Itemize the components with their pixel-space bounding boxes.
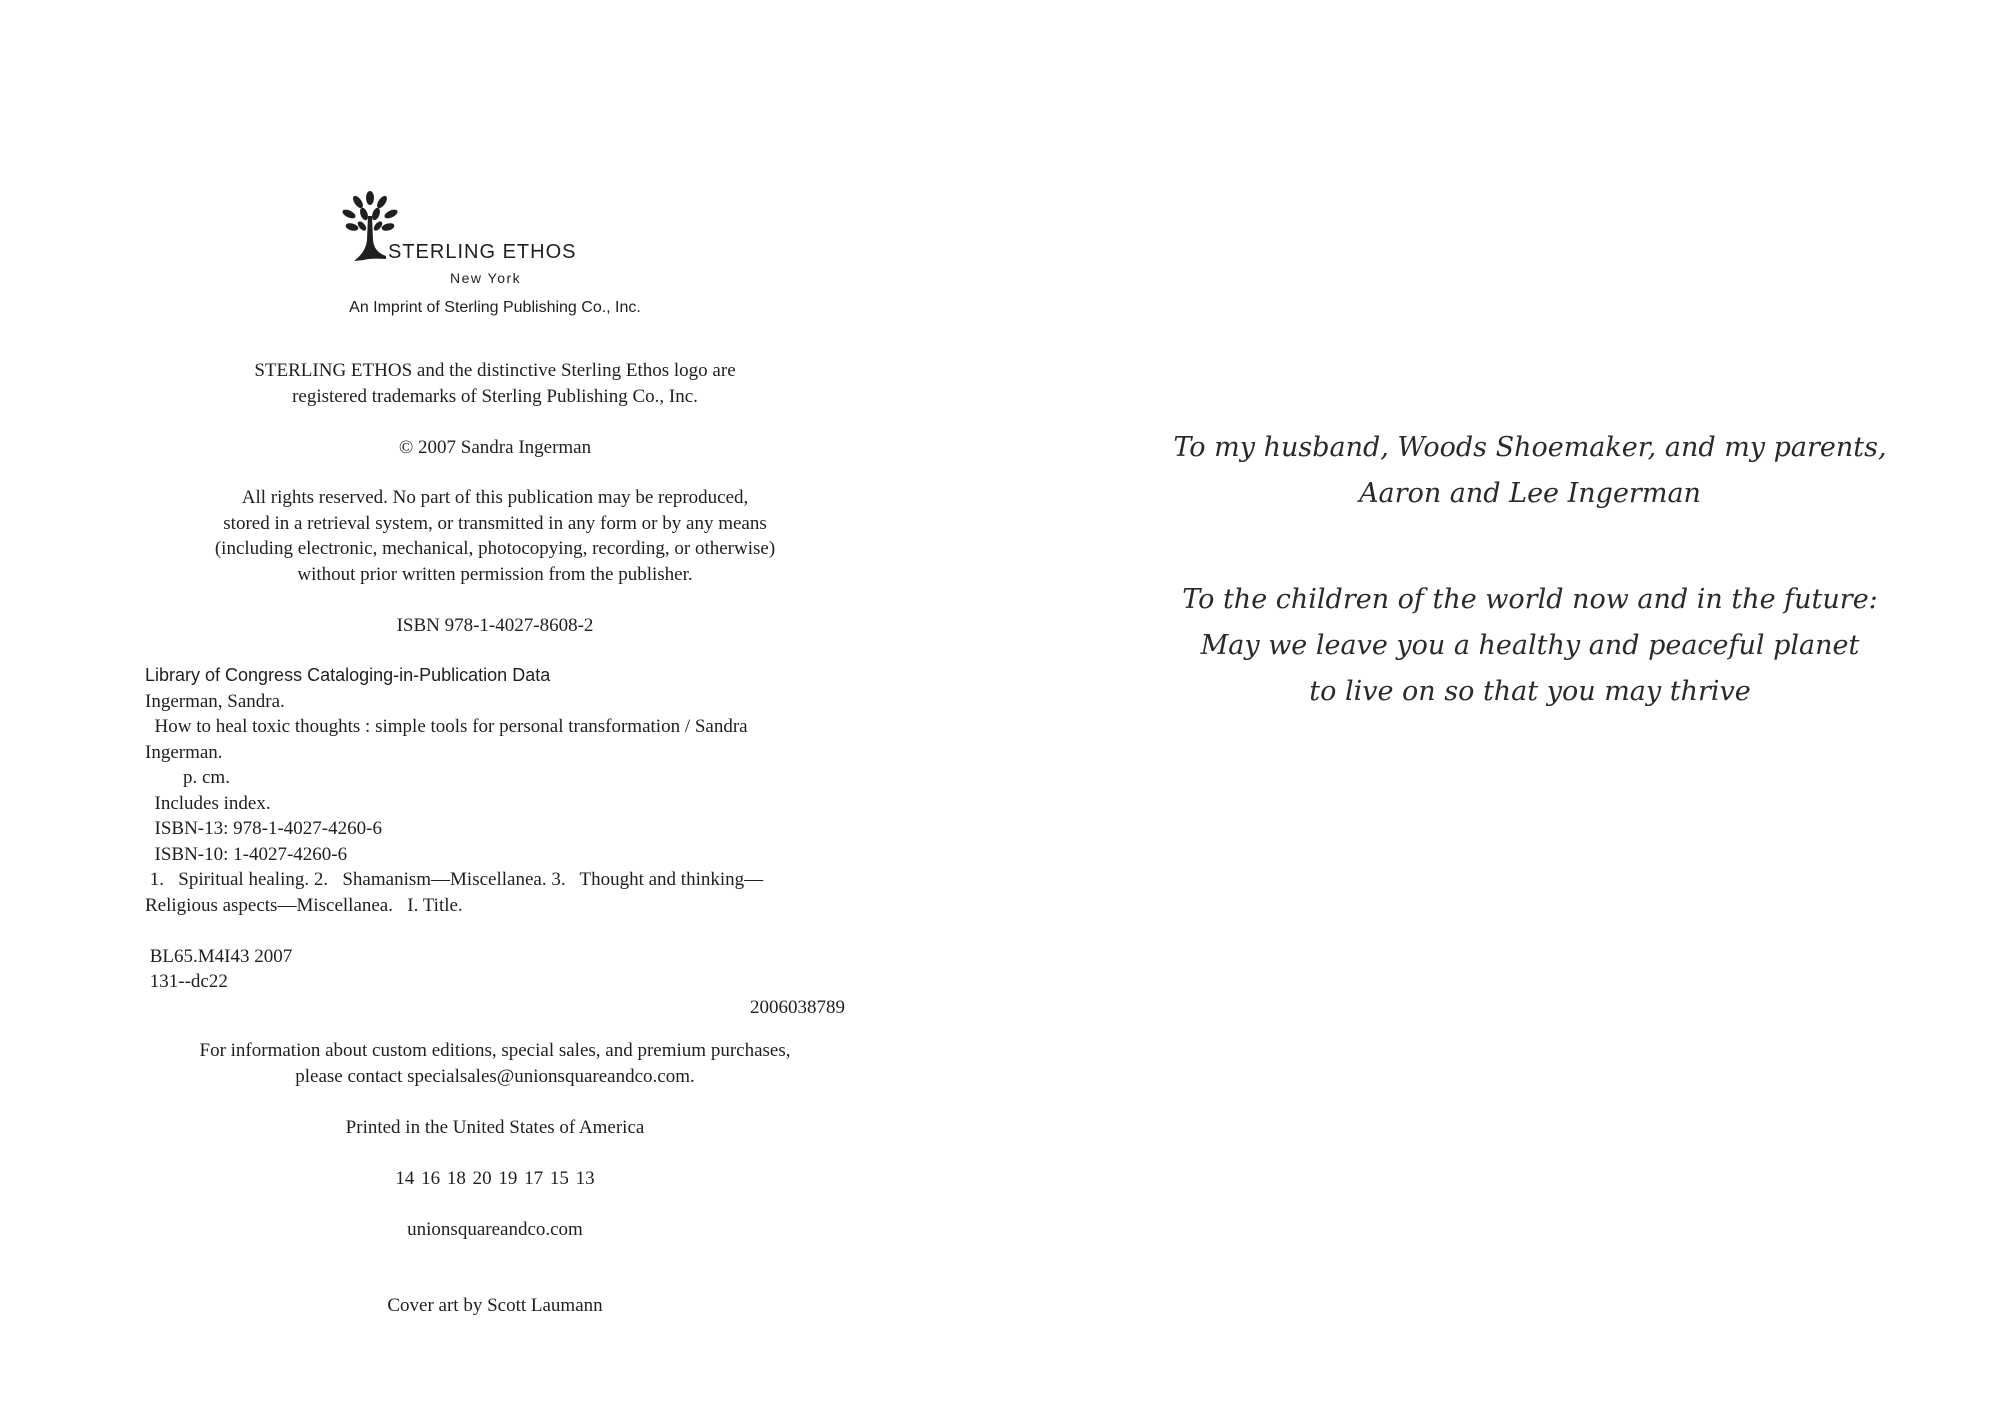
dedication-spacer: [1130, 517, 1930, 577]
trademark-notice: [145, 358, 845, 409]
dedication-line: May we leave you a healthy and peaceful planet: [1200, 630, 1860, 661]
cip-data-block: [145, 663, 845, 1020]
sales-line: For information about custom editions, special sales, and premium purchases,: [199, 1040, 791, 1061]
isbn-line: ISBN 978-1-4027-8608-2: [396, 615, 594, 636]
dedication-page: [1130, 425, 1930, 715]
cip-blank-line: [145, 918, 845, 944]
cip-line: Ingerman.: [145, 741, 223, 763]
copyright-line: © 2007 Sandra Ingerman: [398, 437, 592, 458]
rights-notice: [145, 485, 845, 587]
trademark-line: STERLING ETHOS and the distinctive Sterling Ethos logo are: [254, 360, 736, 381]
cip-line: Ingerman, Sandra.: [145, 690, 285, 712]
cip-line: ISBN-13: 978-1-4027-4260-6: [145, 818, 382, 839]
imprint-line: An Imprint of Sterling Publishing Co., Inc.: [349, 299, 641, 316]
lccn-number: 2006038789: [750, 996, 845, 1018]
dedication-line: To my husband, Woods Shoemaker, and my parents,: [1173, 432, 1887, 463]
sales-notice: [145, 1038, 845, 1089]
cip-line: p. cm.: [145, 767, 230, 788]
cip-line: Includes index.: [145, 792, 271, 814]
rights-line: stored in a retrieval system, or transmitted in any form or by any means: [223, 512, 767, 534]
trademark-line: registered trademarks of Sterling Publishing Co., Inc.: [292, 385, 698, 407]
cip-line: Religious aspects—Miscellanea. I. Title.: [145, 894, 463, 916]
cip-line: 1. Spiritual healing. 2. Shamanism—Miscellanea. 3. Thought and thinking—: [145, 869, 764, 890]
cip-line: 131--dc22: [145, 971, 228, 992]
rights-line: (including electronic, mechanical, photocopying, recording, or otherwise): [214, 538, 776, 559]
rights-line: without prior written permission from the publisher.: [297, 563, 693, 585]
print-number-line: 14 16 18 20 19 17 15 13: [395, 1168, 595, 1189]
publisher-city: New York: [450, 270, 522, 286]
sales-line: please contact specialsales@unionsquareandco.com.: [295, 1065, 695, 1087]
rights-line: All rights reserved. No part of this publication may be reproduced,: [241, 487, 749, 508]
cip-heading: Library of Congress Cataloging-in-Publication Data: [145, 665, 551, 685]
website-line: unionsquareandco.com: [407, 1219, 583, 1240]
dedication-line: to live on so that you may thrive: [1309, 676, 1751, 707]
cip-line: How to heal toxic thoughts : simple tools for personal transformation / Sandra: [145, 716, 748, 737]
dedication-line: Aaron and Lee Ingerman: [1359, 478, 1701, 509]
publisher-name: STERLING ETHOS: [388, 241, 577, 263]
printed-line: Printed in the United States of America: [345, 1117, 645, 1138]
cip-line: ISBN-10: 1-4027-4260-6: [145, 843, 348, 865]
cip-line: BL65.M4I43 2007: [145, 945, 293, 967]
dedication-line: To the children of the world now and in the future:: [1182, 584, 1878, 615]
cover-art-credit: Cover art by Scott Laumann: [387, 1295, 603, 1316]
